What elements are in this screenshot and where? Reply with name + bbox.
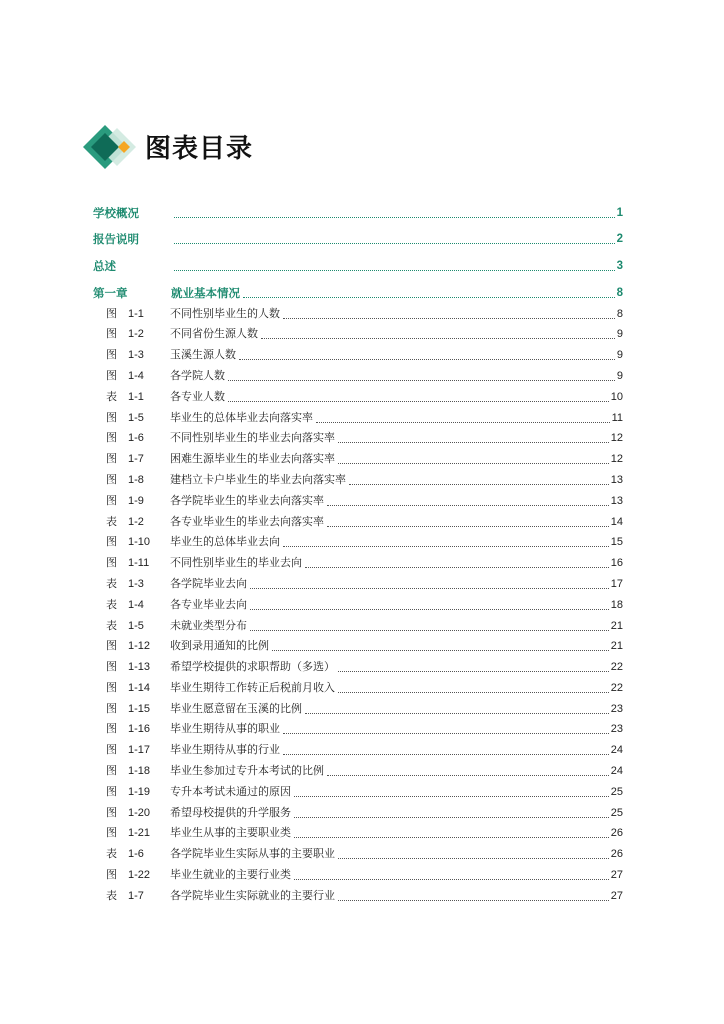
toc-figure-entry[interactable]	[93, 716, 623, 737]
dot-leader	[250, 599, 609, 610]
figure-type: 图	[106, 701, 117, 715]
figure-number: 1-4	[128, 369, 144, 382]
figure-title: 毕业生参加过专升本考试的比例	[170, 764, 324, 778]
dot-leader	[294, 827, 609, 838]
toc-figure-entry[interactable]	[93, 612, 623, 633]
toc-figure-entry[interactable]	[93, 591, 623, 612]
section-label: 第一章	[93, 285, 128, 300]
page-number: 23	[610, 702, 623, 715]
figure-title: 收到录用通知的比例	[170, 639, 269, 653]
figure-title: 毕业生的总体毕业去向	[170, 535, 280, 549]
figure-title: 希望学校提供的求职帮助（多选）	[170, 660, 335, 674]
figure-number: 1-3	[128, 349, 144, 362]
toc-figure-entry[interactable]	[93, 383, 623, 404]
figure-title: 毕业生的总体毕业去向落实率	[170, 410, 313, 424]
dot-leader	[349, 474, 609, 485]
figure-number: 1-9	[128, 494, 144, 507]
section-title: 就业基本情况	[171, 285, 240, 300]
figure-title: 毕业生就业的主要行业类	[170, 868, 291, 882]
figure-number: 1-5	[128, 411, 144, 424]
figure-number: 1-3	[128, 577, 144, 590]
page-title: 图表目录	[145, 134, 254, 164]
section-label: 总述	[93, 259, 116, 274]
toc-section-entry[interactable]	[93, 246, 623, 273]
figure-type: 图	[106, 743, 117, 757]
dot-leader	[338, 661, 609, 672]
figure-number: 1-2	[128, 328, 144, 341]
table-of-figures	[93, 193, 623, 903]
figure-type: 图	[106, 327, 117, 341]
figure-number: 1-22	[128, 869, 151, 882]
page-number: 3	[616, 260, 623, 273]
dot-leader	[338, 682, 609, 693]
figure-type: 表	[106, 618, 117, 632]
dot-leader	[239, 349, 615, 360]
dot-leader	[250, 620, 609, 631]
page-number: 12	[610, 432, 623, 445]
page-number: 8	[616, 307, 623, 320]
toc-figure-entry[interactable]	[93, 529, 623, 550]
toc-figure-entry[interactable]	[93, 799, 623, 820]
figure-title: 困难生源毕业生的毕业去向落实率	[170, 452, 335, 466]
figure-number: 1-1	[128, 307, 144, 320]
figure-number: 1-2	[128, 515, 144, 528]
page-number: 10	[610, 390, 623, 403]
toc-figure-entry[interactable]	[93, 736, 623, 757]
figure-number: 1-4	[128, 598, 144, 611]
page-number: 14	[610, 515, 623, 528]
figure-number: 1-18	[128, 765, 151, 778]
dot-leader	[283, 308, 615, 319]
page-number: 9	[616, 328, 623, 341]
figure-number: 1-16	[128, 723, 151, 736]
section-label: 报告说明	[93, 232, 139, 247]
figure-type: 图	[106, 784, 117, 798]
figure-title: 毕业生期待工作转正后税前月收入	[170, 680, 335, 694]
page-number: 8	[616, 286, 623, 299]
toc-figure-entry[interactable]	[93, 425, 623, 446]
dot-leader	[283, 723, 609, 734]
toc-section-entry[interactable]	[93, 273, 623, 300]
dot-leader	[294, 869, 609, 880]
figure-title: 不同性别毕业生的毕业去向落实率	[170, 431, 335, 445]
figure-title: 希望母校提供的升学服务	[170, 805, 291, 819]
toc-figure-entry[interactable]	[93, 820, 623, 841]
figure-number: 1-1	[128, 390, 144, 403]
figure-type: 图	[106, 868, 117, 882]
figure-type: 表	[106, 389, 117, 403]
dot-leader	[327, 765, 609, 776]
figure-title: 专升本考试未通过的原因	[170, 784, 291, 798]
figure-number: 1-11	[128, 557, 150, 570]
figure-number: 1-17	[128, 744, 151, 757]
figure-type: 图	[106, 410, 117, 424]
figure-number: 1-21	[128, 827, 151, 840]
page-title-block	[83, 124, 343, 170]
figure-number: 1-7	[128, 453, 144, 466]
dot-leader	[294, 786, 609, 797]
figure-number: 1-12	[128, 640, 151, 653]
figure-type: 图	[106, 452, 117, 466]
toc-figure-entry[interactable]	[93, 466, 623, 487]
figure-title: 玉溪生源人数	[170, 348, 236, 362]
figure-number: 1-7	[128, 889, 144, 902]
page-number: 13	[610, 473, 623, 486]
dot-leader	[174, 207, 615, 218]
figure-type: 表	[106, 888, 117, 902]
toc-figure-entry[interactable]	[93, 757, 623, 778]
page-number: 22	[610, 661, 623, 674]
dot-leader	[283, 744, 609, 755]
toc-figure-entry[interactable]	[93, 549, 623, 570]
page-number: 1	[616, 206, 623, 219]
toc-figure-entry[interactable]	[93, 404, 623, 425]
toc-figure-entry[interactable]	[93, 508, 623, 529]
page-number: 11	[611, 411, 623, 424]
toc-figure-entry[interactable]	[93, 778, 623, 799]
figure-type: 图	[106, 472, 117, 486]
dot-leader	[305, 557, 609, 568]
figure-title: 不同省份生源人数	[170, 327, 258, 341]
dot-leader	[228, 370, 615, 381]
dot-leader	[250, 578, 609, 589]
toc-figure-entry[interactable]	[93, 445, 623, 466]
toc-figure-entry[interactable]	[93, 695, 623, 716]
page-number: 13	[610, 494, 623, 507]
dot-leader	[338, 848, 609, 859]
figure-title: 不同性别毕业生的人数	[170, 306, 280, 320]
toc-section-entry[interactable]	[93, 193, 623, 220]
page-number: 27	[610, 869, 623, 882]
toc-figure-entry[interactable]	[93, 321, 623, 342]
dot-leader	[338, 453, 609, 464]
page-number: 21	[610, 640, 623, 653]
dot-leader	[243, 287, 615, 298]
dot-leader	[327, 495, 609, 506]
dot-leader	[261, 328, 615, 339]
figure-type: 图	[106, 348, 117, 362]
toc-figure-entry[interactable]	[93, 882, 623, 903]
diamond-decoration-icon	[83, 124, 143, 170]
figure-type: 图	[106, 431, 117, 445]
figure-title: 未就业类型分布	[170, 618, 247, 632]
toc-section-entry[interactable]	[93, 220, 623, 247]
toc-figure-entry[interactable]	[93, 674, 623, 695]
figure-number: 1-19	[128, 785, 151, 798]
figure-number: 1-6	[128, 848, 144, 861]
page-number: 16	[610, 557, 623, 570]
dot-leader	[327, 516, 609, 527]
figure-number: 1-8	[128, 473, 144, 486]
page-number: 25	[610, 785, 623, 798]
dot-leader	[283, 536, 609, 547]
dot-leader	[174, 260, 615, 271]
figure-title: 各学院毕业生实际就业的主要行业	[170, 888, 335, 902]
figure-type: 图	[106, 722, 117, 736]
figure-type: 表	[106, 847, 117, 861]
figure-type: 图	[106, 493, 117, 507]
page-number: 26	[610, 848, 623, 861]
figure-type: 表	[106, 514, 117, 528]
figure-type: 图	[106, 306, 117, 320]
page-number: 23	[610, 723, 623, 736]
figure-type: 图	[106, 826, 117, 840]
figure-number: 1-14	[128, 681, 151, 694]
page-number: 27	[610, 889, 623, 902]
dot-leader	[228, 391, 609, 402]
toc-figure-entry[interactable]	[93, 362, 623, 383]
figure-title: 各学院毕业生的毕业去向落实率	[170, 493, 324, 507]
page-number: 2	[616, 233, 623, 246]
figure-type: 图	[106, 556, 117, 570]
page-number: 18	[610, 598, 623, 611]
figure-title: 各学院毕业去向	[170, 576, 247, 590]
figure-number: 1-5	[128, 619, 144, 632]
page-number: 17	[610, 577, 623, 590]
toc-figure-entry[interactable]	[93, 300, 623, 321]
dot-leader	[294, 807, 609, 818]
figure-number: 1-10	[128, 536, 151, 549]
figure-title: 各专业毕业去向	[170, 597, 247, 611]
page-number: 22	[610, 681, 623, 694]
dot-leader	[338, 890, 609, 901]
figure-type: 图	[106, 368, 117, 382]
figure-title: 各学院毕业生实际从事的主要职业	[170, 847, 335, 861]
figure-title: 毕业生从事的主要职业类	[170, 826, 291, 840]
figure-type: 图	[106, 660, 117, 674]
toc-figure-entry[interactable]	[93, 341, 623, 362]
figure-title: 各学院人数	[170, 368, 225, 382]
page-number: 26	[610, 827, 623, 840]
dot-leader	[338, 432, 609, 443]
figure-title: 各专业毕业生的毕业去向落实率	[170, 514, 324, 528]
figure-title: 毕业生愿意留在玉溪的比例	[170, 701, 302, 715]
page-number: 9	[616, 369, 623, 382]
toc-figure-entry[interactable]	[93, 633, 623, 654]
figure-title: 各专业人数	[170, 389, 225, 403]
dot-leader	[305, 703, 609, 714]
figure-type: 图	[106, 805, 117, 819]
figure-number: 1-6	[128, 432, 144, 445]
figure-title: 建档立卡户毕业生的毕业去向落实率	[170, 472, 346, 486]
page-number: 24	[610, 765, 623, 778]
page-number: 9	[616, 349, 623, 362]
toc-figure-entry[interactable]	[93, 487, 623, 508]
page-number: 21	[610, 619, 623, 632]
figure-number: 1-13	[128, 661, 151, 674]
page-number: 24	[610, 744, 623, 757]
figure-title: 毕业生期待从事的职业	[170, 722, 280, 736]
figure-type: 图	[106, 535, 117, 549]
toc-figure-entry[interactable]	[93, 653, 623, 674]
figure-title: 毕业生期待从事的行业	[170, 743, 280, 757]
figure-type: 图	[106, 764, 117, 778]
dot-leader	[272, 640, 609, 651]
figure-type: 图	[106, 680, 117, 694]
figure-number: 1-15	[128, 702, 151, 715]
toc-figure-entry[interactable]	[93, 840, 623, 861]
figure-number: 1-20	[128, 806, 151, 819]
figure-type: 图	[106, 639, 117, 653]
page-number: 25	[610, 806, 623, 819]
figure-title: 不同性别毕业生的毕业去向	[170, 556, 302, 570]
page-number: 12	[610, 453, 623, 466]
figure-type: 表	[106, 597, 117, 611]
dot-leader	[316, 412, 610, 423]
toc-figure-entry[interactable]	[93, 570, 623, 591]
toc-figure-entry[interactable]	[93, 861, 623, 882]
section-label: 学校概况	[93, 205, 139, 220]
dot-leader	[174, 233, 615, 244]
figure-type: 表	[106, 576, 117, 590]
page-number: 15	[610, 536, 623, 549]
